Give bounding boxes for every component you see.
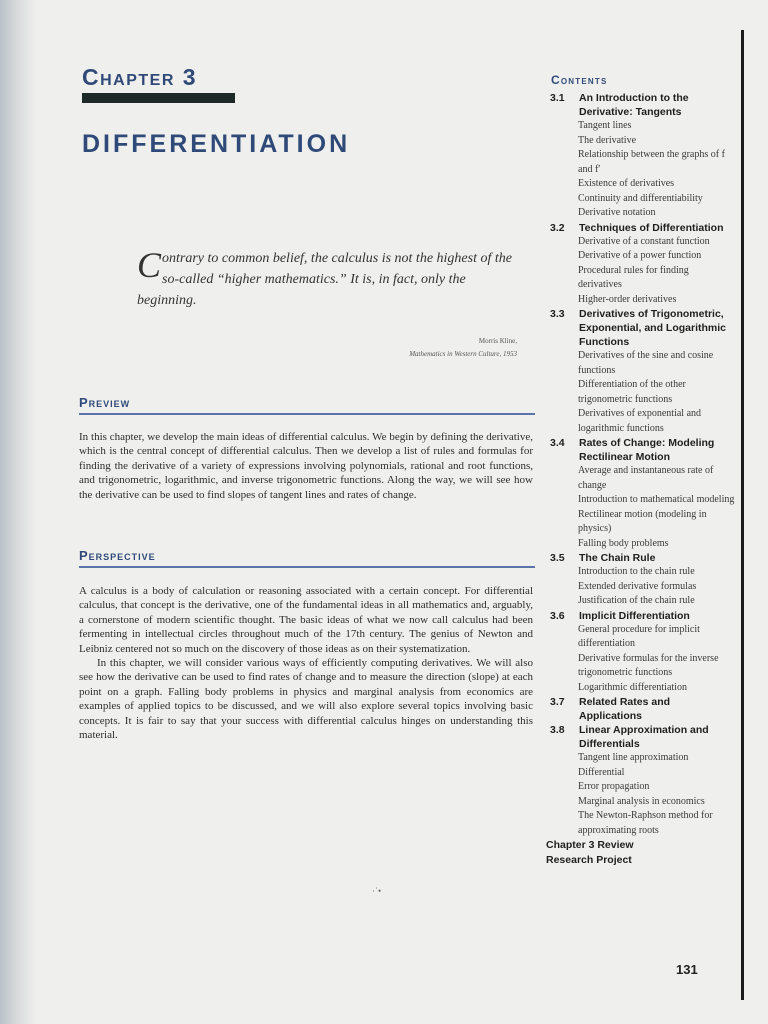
toc-section-number: 3.1 — [550, 92, 565, 104]
perspective-rule — [79, 566, 535, 568]
toc-subtopic[interactable]: The Newton-Raphson method for approximating roots — [578, 810, 713, 836]
toc-section-number: 3.3 — [550, 308, 565, 320]
toc-section-number: 3.7 — [550, 696, 565, 708]
toc-subtopic[interactable]: Extended derivative formulas — [578, 580, 697, 592]
toc-subtopic[interactable]: Differential — [578, 766, 625, 778]
toc-subtopic[interactable]: Derivative of a constant function — [578, 235, 710, 247]
page-edge-line — [741, 30, 744, 1000]
table-of-contents — [545, 91, 735, 868]
perspective-text — [79, 584, 533, 742]
toc-review[interactable]: Chapter 3 Review — [546, 839, 634, 851]
toc-section-number: 3.2 — [550, 221, 565, 234]
toc-section[interactable] — [545, 609, 735, 623]
perspective-paragraph-1: A calculus is a body of calculation or reasoning associated with a certain concept. For differential calculus, that concept is the derivative, one of the fundamental ideas in all mathematics and, arguably, a cornerstone of modern scientific thought. The basic ideas of what we now call calculus had been fermenting in intellectual circles throughout much of the 17th century. The genius of Newton and Leibniz centered not so much on the discovery of those ideas as on their systematization. — [79, 585, 533, 655]
toc-research-project[interactable]: Research Project — [546, 854, 632, 866]
toc-section-title: An Introduction to the Derivative: Tangents — [579, 92, 689, 118]
toc-section-title: Techniques of Differentiation — [579, 221, 724, 234]
preview-rule — [79, 413, 535, 415]
chapter-label: Chapter 3 — [82, 64, 198, 90]
toc-section-title: Implicit Differentiation — [579, 609, 690, 622]
quote-source: Mathematics in Western Culture, 1953 — [409, 350, 517, 358]
toc-section-title: Related Rates and Applications — [579, 696, 671, 722]
toc-subtopic[interactable]: Relationship between the graphs of f and f′ — [578, 149, 725, 175]
epigraph-quote — [137, 245, 517, 311]
toc-subtopic[interactable]: Logarithmic differentiation — [578, 681, 687, 693]
toc-section[interactable] — [545, 723, 735, 751]
toc-section-title: Rates of Change: Modeling Rectilinear Motion — [579, 437, 715, 463]
toc-subtopic[interactable]: Justification of the chain rule — [578, 595, 695, 606]
toc-subtopic[interactable]: Introduction to the chain rule — [578, 566, 695, 577]
toc-section[interactable] — [545, 307, 735, 349]
toc-subtopic[interactable]: Higher-order derivatives — [578, 293, 677, 305]
toc-section-title: Derivatives of Trigonometric, Exponential, and Logarithmic Functions — [579, 308, 727, 348]
quote-text: ontrary to common belief, the calculus is not the highest of the so-called “higher mathematics.” It is, in fact, only the beginning. — [137, 251, 512, 308]
toc-subtopic[interactable]: General procedure for implicit differentiation — [578, 623, 700, 649]
toc-subtopic[interactable]: Continuity and differentiability — [578, 192, 703, 204]
perspective-heading: Perspective — [79, 548, 156, 563]
chapter-title: DIFFERENTIATION — [82, 130, 351, 158]
toc-subtopic[interactable]: Derivative of a power function — [578, 250, 702, 261]
quote-author: Morris Kline, — [478, 337, 517, 345]
preview-paragraph: In this chapter, we develop the main ideas of differential calculus. We begin by defining the derivative, which is the central concept of differential calculus. Then we develop a list of rules and formulas for finding the derivative of a variety of expressions involving polynomials, rational and root functions, and trigonometric, logarithmic, and inverse trigonometric functions. Along the way, we will see how the derivative can be used to find slopes of tangent lines and rates of change. — [79, 431, 533, 501]
toc-section[interactable] — [545, 551, 735, 565]
page-smudge: ·˙• — [372, 886, 382, 896]
toc-subtopic[interactable]: Marginal analysis in economics — [578, 795, 705, 807]
toc-subtopic[interactable]: Introduction to mathematical modeling — [578, 494, 735, 505]
toc-subtopic[interactable]: Derivatives of exponential and logarithmic functions — [578, 408, 702, 434]
toc-section-title: Linear Approximation and Differentials — [579, 724, 709, 750]
toc-section[interactable] — [545, 436, 735, 464]
contents-heading: Contents — [551, 73, 608, 87]
toc-section-number: 3.5 — [550, 552, 565, 564]
toc-subtopic[interactable]: Tangent lines — [578, 120, 632, 131]
toc-subtopic[interactable]: Falling body problems — [578, 537, 669, 549]
quote-dropcap: C — [137, 245, 162, 285]
toc-subtopic[interactable]: Error propagation — [578, 781, 650, 792]
toc-subtopic[interactable]: Existence of derivatives — [578, 178, 675, 189]
toc-subtopic[interactable]: Procedural rules for finding derivatives — [578, 264, 689, 290]
binding-shadow — [0, 0, 36, 1024]
toc-section[interactable] — [545, 91, 735, 119]
toc-section[interactable] — [545, 695, 735, 723]
toc-subtopic[interactable]: Tangent line approximation — [578, 752, 689, 763]
toc-subtopic[interactable]: Derivatives of the sine and cosine functions — [578, 350, 714, 376]
toc-section-number: 3.8 — [550, 724, 565, 736]
toc-subtopic[interactable]: Differentiation of the other trigonometric functions — [578, 379, 686, 405]
toc-subtopic[interactable]: The derivative — [578, 134, 637, 146]
toc-subtopic[interactable]: Derivative notation — [578, 207, 656, 218]
chapter-rule — [82, 93, 235, 103]
toc-section-number: 3.6 — [550, 609, 565, 622]
page-number: 131 — [676, 962, 698, 977]
toc-subtopic[interactable]: Derivative formulas for the inverse trigonometric functions — [578, 652, 719, 678]
toc-section-title: The Chain Rule — [579, 552, 656, 564]
toc-subtopic[interactable]: Rectilinear motion (modeling in physics) — [578, 508, 707, 534]
toc-section[interactable] — [545, 221, 735, 235]
preview-text — [79, 430, 533, 502]
perspective-paragraph-2: In this chapter, we will consider various ways of efficiently computing derivatives. We will also see how the derivative can be used to find rates of change and to measure the direction (slope) at each point on a graph. Falling body problems in physics and marginal analysis from economics are examples of applied topics to be discussed, and we will also explore several topics involving basic concepts. It is fair to say that your success with differential calculus hinges on understanding this material. — [79, 657, 533, 742]
preview-heading: Preview — [79, 395, 131, 410]
toc-section-number: 3.4 — [550, 437, 565, 449]
toc-subtopic[interactable]: Average and instantaneous rate of change — [578, 465, 714, 491]
